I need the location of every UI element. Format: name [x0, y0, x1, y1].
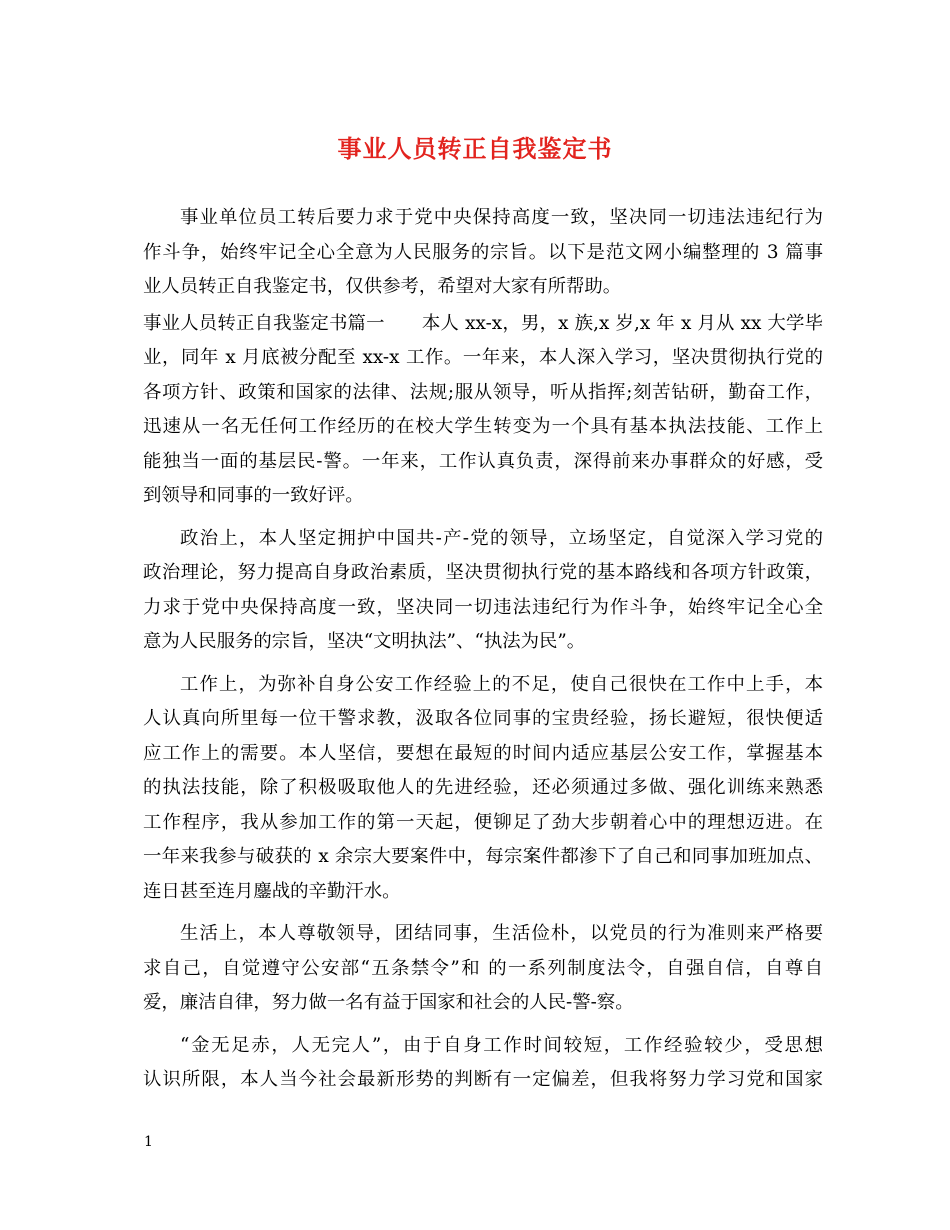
text-line: 人认真向所里每一位干警求教，汲取各位同事的宝贵经验，扬长避短，很快便适: [143, 708, 823, 729]
paragraph-politics: [143, 522, 823, 660]
text-line: 求自己，自觉遵守公安部“五条禁令”和 的一系列制度法令，自强自信，自尊自: [143, 957, 823, 979]
text-line: 意为人民服务的宗旨，坚决“文明执法”、“执法为民”。: [143, 631, 586, 652]
page-number: 1: [144, 1134, 153, 1150]
paragraph-shortcomings: [143, 1029, 823, 1098]
paragraph-article-one-opening: [143, 307, 823, 514]
text-line: 工作程序，我从参加工作的第一天起，便铆足了劲大步朝着心中的理想迈进。在: [143, 811, 823, 833]
text-line: 政治上，本人坚定拥护中国共-产-党的领导，立场坚定，自觉深入学习党的: [180, 527, 823, 549]
text-line: 力求于党中央保持高度一致，坚决同一切违法违纪行为作斗争，始终牢记全心全: [143, 596, 823, 618]
text-line: 工作上，为弥补自身公安工作经验上的不足，使自己很快在工作中上手，本: [180, 673, 823, 695]
text-line: 事业人员转正自我鉴定书篇一 本人 xx-x，男，x 族,x 岁,x 年 x 月从 xx 大学毕: [143, 312, 823, 334]
text-line: 认识所限，本人当今社会最新形势的判断有一定偏差，但我将努力学习党和国家: [143, 1069, 823, 1090]
paragraph-work: [143, 668, 823, 910]
text-line: 生活上，本人尊敬领导，团结同事，生活俭朴，以党员的行为准则来严格要: [180, 923, 823, 944]
text-line: 业，同年 x 月底被分配至 xx-x 工作。一年来，本人深入学习，坚决贯彻执行党的: [143, 347, 823, 368]
text-line: 事业单位员工转后要力求于党中央保持高度一致，坚决同一切违法违纪行为: [180, 207, 823, 228]
text-line: 各项方针、政策和国家的法律、法规;服从领导，听从指挥;刻苦钻研，勤奋工作，: [143, 381, 823, 403]
document-title: 事业人员转正自我鉴定书: [337, 134, 613, 163]
text-line: 到领导和同事的一致好评。: [143, 485, 364, 506]
text-line: 爱，廉洁自律，努力做一名有益于国家和社会的人民-警-察。: [143, 992, 634, 1013]
text-line: 能独当一面的基层民-警。一年来，工作认真负责，深得前来办事群众的好感，受: [143, 450, 823, 472]
paragraph-life: [143, 917, 823, 1021]
text-line: 的执法技能，除了积极吸取他人的先进经验，还必须通过多做、强化训练来熟悉: [143, 777, 823, 798]
text-line: “金无足赤，人无完人”，由于自身工作时间较短，工作经验较少，受思想: [180, 1034, 823, 1056]
text-line: 一年来我参与破获的 x 余宗大要案件中，每宗案件都渗下了自己和同事加班加点、: [143, 846, 823, 867]
paragraph-intro: [143, 201, 823, 305]
document-body: [143, 201, 823, 1098]
text-line: 迅速从一名无任何工作经历的在校大学生转变为一个具有基本执法技能、工作上: [143, 416, 823, 437]
text-line: 连日甚至连月鏖战的辛勤汗水。: [143, 880, 401, 902]
text-line: 作斗争，始终牢记全心全意为人民服务的宗旨。以下是范文网小编整理的 3 篇事: [143, 241, 823, 263]
text-line: 政治理论，努力提高自身政治素质，坚决贯彻执行党的基本路线和各项方针政策，: [143, 562, 823, 583]
text-line: 业人员转正自我鉴定书，仅供参考，希望对大家有所帮助。: [143, 276, 622, 297]
text-line: 应工作上的需要。本人坚信，要想在最短的时间内适应基层公安工作，掌握基本: [143, 742, 823, 764]
